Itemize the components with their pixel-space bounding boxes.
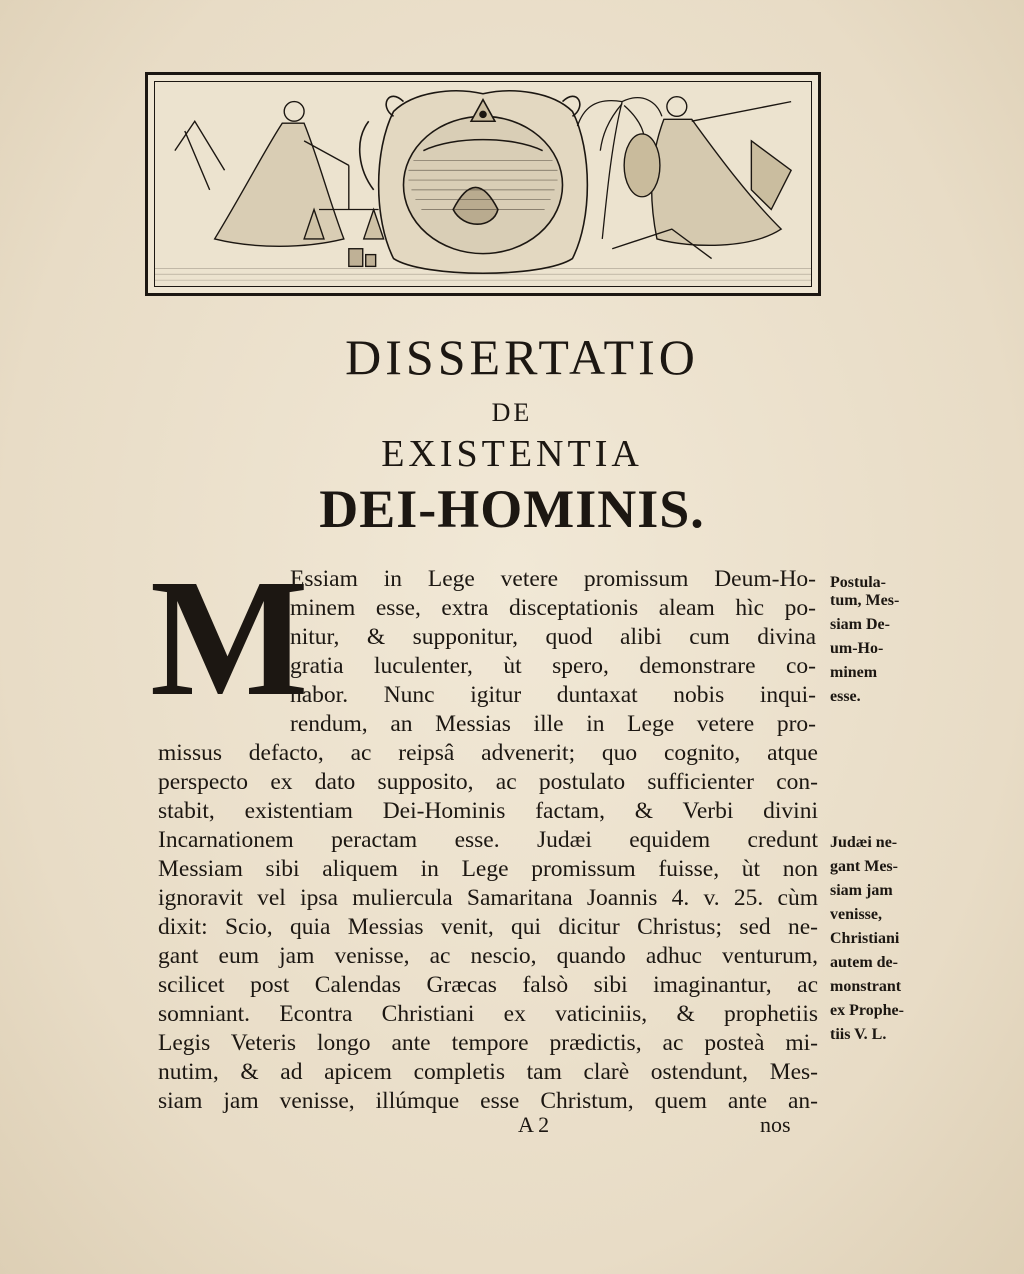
allegorical-engraving-icon [155, 82, 811, 286]
margin-note-line: tiis V. L. [830, 1026, 887, 1043]
margin-note-line: um-Ho- [830, 640, 884, 657]
title-de: DE [491, 398, 533, 427]
margin-note-line: siam jam [830, 882, 893, 899]
text-line: scilicet post Calendas Græcas falsò sibi imaginantur, ac [158, 972, 818, 998]
margin-note-line: tum, Mes- [830, 592, 900, 609]
margin-note-line: Christiani [830, 930, 900, 947]
signature-mark: A 2 [518, 1112, 550, 1137]
text-line: Messiam sibi aliquem in Lege promissum fuisse, ùt non [158, 856, 818, 882]
margin-note-line: Postula- [830, 574, 886, 591]
decorative-headpiece [145, 72, 821, 296]
margin-note-line: siam De- [830, 616, 890, 633]
text-line: Incarnationem peractam esse. Judæi equidem credunt [158, 827, 818, 853]
text-line: perspecto ex dato supposito, ac postulato sufficienter con- [158, 769, 818, 795]
text-line: siam jam venisse, illúmque esse Christum, quem ante an- [158, 1088, 818, 1114]
margin-note-line: minem [830, 664, 878, 681]
margin-note-line: gant Mes- [830, 858, 898, 875]
text-line: somniant. Econtra Christiani ex vaticiniis, & prophetiis [158, 1001, 818, 1027]
text-line: Essiam in Lege vetere promissum Deum-Ho- [290, 566, 816, 592]
text-line: dixit: Scio, quia Messias venit, qui dicitur Christus; sed ne- [158, 914, 818, 940]
margin-note-line: ex Prophe- [830, 1002, 904, 1019]
text-line: gratia luculenter, ùt spero, demonstrare co- [290, 653, 816, 679]
catchword: nos [760, 1112, 791, 1137]
text-line: stabit, existentiam Dei-Hominis factam, & Verbi divini [158, 798, 818, 824]
text-line: nitur, & supponitur, quod alibi cum divina [290, 624, 816, 650]
margin-note-line: venisse, [830, 906, 882, 923]
margin-note-line: autem de- [830, 954, 898, 971]
margin-note-line: esse. [830, 688, 861, 705]
text-line: rendum, an Messias ille in Lege vetere pro- [290, 711, 816, 737]
text-line: ignoravit vel ipsa muliercula Samaritana Joannis 4. v. 25. cùm [158, 885, 818, 911]
title-dei-hominis: DEI-HOMINIS. [319, 479, 705, 539]
drop-cap: M [150, 545, 309, 731]
margin-note-line: monstrant [830, 978, 902, 995]
text-line: gant eum jam venisse, ac nescio, quando adhuc venturum, [158, 943, 818, 969]
text-line: minem esse, extra disceptationis aleam hìc po- [290, 595, 816, 621]
text-line: nutim, & ad apicem completis tam clarè ostendunt, Mes- [158, 1059, 818, 1085]
margin-note-line: Judæi ne- [830, 834, 898, 851]
text-line: missus defacto, ac reipsâ advenerit; quo cognito, atque [158, 740, 818, 766]
text-line: Legis Veteris longo ante tempore prædictis, ac posteà mi- [158, 1030, 818, 1056]
title-dissertatio: DISSERTATIO [345, 329, 699, 385]
text-line: nabor. Nunc igitur duntaxat nobis inqui- [290, 682, 816, 708]
title-existentia: EXISTENTIA [381, 433, 643, 475]
